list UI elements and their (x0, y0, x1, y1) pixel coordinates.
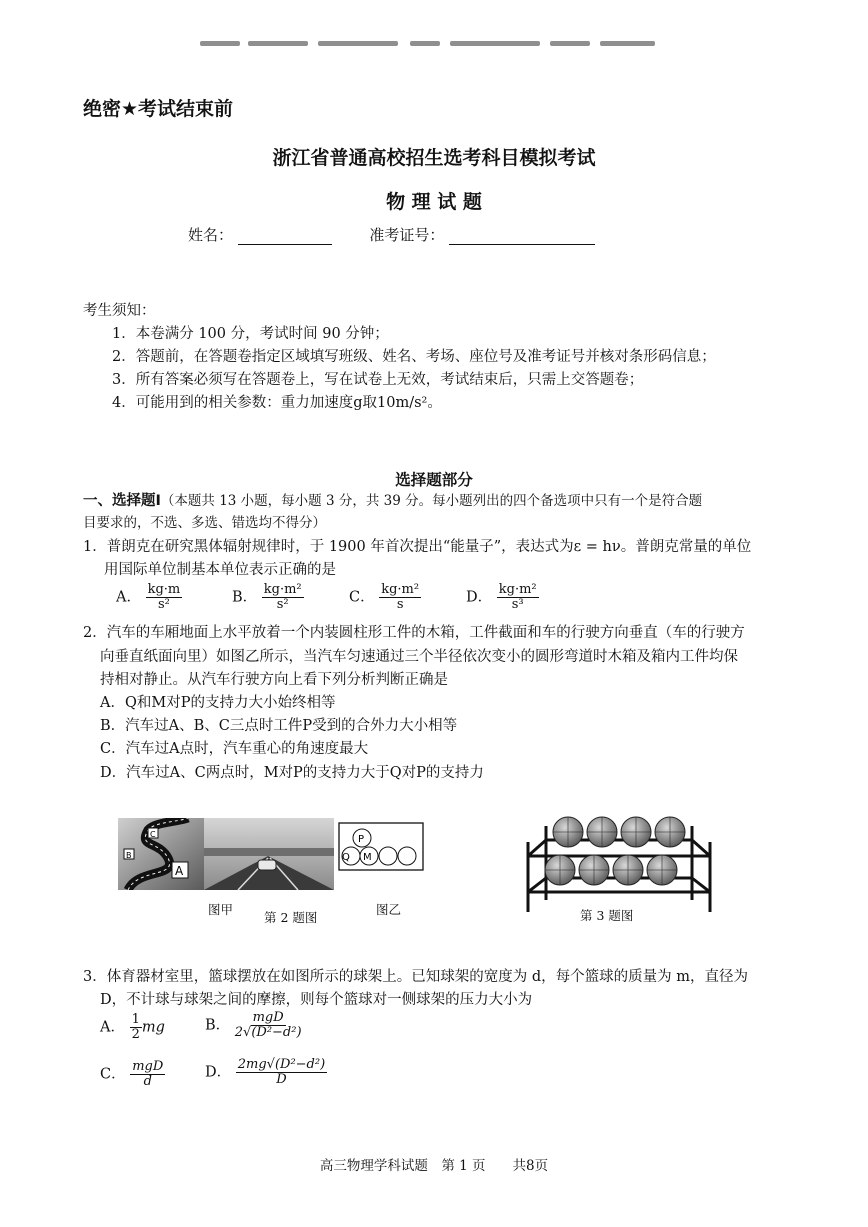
confidential-mark: 绝密★考试结束前 (83, 98, 234, 120)
q1-option-b[interactable]: B． $\frac{\text{kg·m²}}{\text{s²}}$ (232, 582, 302, 612)
fig-a-caption: 图甲 (208, 902, 234, 917)
q3-option-a[interactable]: A． $\frac{1}{2}$ mg (100, 1012, 165, 1042)
q1-option-c[interactable]: C． $\frac{\text{kg·m²}}{s}$ (349, 582, 420, 612)
q1-option-a[interactable]: A． $\frac{kg\cdot m}{\text{s²}}$ (116, 582, 181, 612)
notice-title: 考生须知： (83, 303, 156, 319)
q1-stem: 1．普朗克在研究黑体辐射规律时，于 1900 年首次提出“能量子”，表达式为ε = hν。普朗克常量的单位 (83, 539, 752, 555)
q2-stem: 持相对静止。从汽车行驶方向上看下列分析判断正确是 (100, 672, 448, 688)
road-photo-figure (118, 818, 334, 890)
q2-option-b[interactable]: B．汽车过A、B、C三点时工件P受到的合外力大小相等 (100, 718, 458, 734)
subject-title: 物 理 试 题 (386, 191, 482, 213)
q3-stem: D，不计球与球架之间的摩擦，则每个篮球对一侧球架的压力大小为 (100, 992, 533, 1008)
road-label-c: C (150, 830, 156, 839)
header-scan-artifact (200, 38, 670, 50)
q2-option-d[interactable]: D．汽车过A、C两点时，M对P的支持力大于Q对P的支持力 (100, 765, 484, 781)
page-footer: 高三物理学科试题 第 1 页 共8页 (319, 1158, 549, 1174)
exam-title: 浙江省普通高校招生选考科目模拟考试 (272, 147, 596, 169)
notice-item: 1．本卷满分 100 分，考试时间 90 分钟； (112, 326, 389, 342)
part-desc: 目要求的，不选、多选、错选均不得分） (83, 515, 326, 531)
q3-option-c[interactable]: C． $\frac{\text{mgD}}{d}$ (100, 1059, 164, 1089)
fig-2-caption: 第 2 题图 (264, 910, 318, 925)
notice-item: 3．所有答案必须写在答题卷上，写在试卷上无效，考试结束后，只需上交答题卷； (112, 372, 644, 388)
name-label: 姓名： (188, 226, 234, 244)
ball-label-q: Q (342, 852, 350, 863)
road-label-b: B (126, 851, 132, 860)
q2-stem: 2．汽车的车厢地面上水平放着一个内装圆柱形工件的木箱，工件截面和车的行驶方向垂直（车的行驶方 (83, 625, 745, 641)
q3-stem: 3．体育器材室里，篮球摆放在如图所示的球架上。已知球架的宽度为 d，每个篮球的质量为 m，直径为 (83, 969, 748, 985)
q1-stem: 用国际单位制基本单位表示正确的是 (104, 562, 336, 578)
fig-3-caption: 第 3 题图 (580, 908, 634, 923)
q3-option-b[interactable]: B． $\frac{\text{mgD}}{\text{2√(D²−d²)}}$ (205, 1010, 302, 1040)
name-id-row (188, 224, 595, 245)
q1-option-d[interactable]: D． $\frac{\text{kg·m²}}{\text{s³}}$ (466, 582, 537, 612)
q2-stem: 向垂直纸面向里）如图乙所示，当汽车匀速通过三个半径依次变小的圆形弯道时木箱及箱内工件均保 (100, 649, 738, 665)
road-label-a: A (175, 864, 184, 878)
name-blank[interactable] (238, 228, 332, 245)
q3-option-d[interactable]: D． $\frac{\text{2mg√(D²−d²)}}{D}$ (205, 1057, 326, 1087)
id-blank[interactable] (449, 228, 595, 245)
q2-option-a[interactable]: A．Q和M对P的支持力大小始终相等 (100, 695, 336, 711)
id-label: 准考证号： (369, 226, 445, 244)
part-heading: 一、选择题Ⅰ (83, 493, 161, 509)
q2-option-c[interactable]: C．汽车过A点时，汽车重心的角速度最大 (100, 741, 369, 757)
cylinder-box-figure (338, 822, 424, 872)
fig-b-caption: 图乙 (376, 902, 402, 917)
part-desc: （本题共 13 小题，每小题 3 分，共 39 分。每小题列出的四个备选项中只有一个是符合题 (160, 493, 703, 509)
section-title: 选择题部分 (395, 471, 473, 489)
basketball-rack-figure (524, 812, 714, 916)
notice-item: 2．答题前，在答题卷指定区域填写班级、姓名、考场、座位号及准考证号并核对条形码信息； (112, 349, 716, 365)
ball-label-p: P (358, 834, 365, 845)
notice-item: 4．可能用到的相关参数：重力加速度g取10m/s²。 (112, 395, 442, 411)
ball-label-m: M (363, 852, 372, 863)
